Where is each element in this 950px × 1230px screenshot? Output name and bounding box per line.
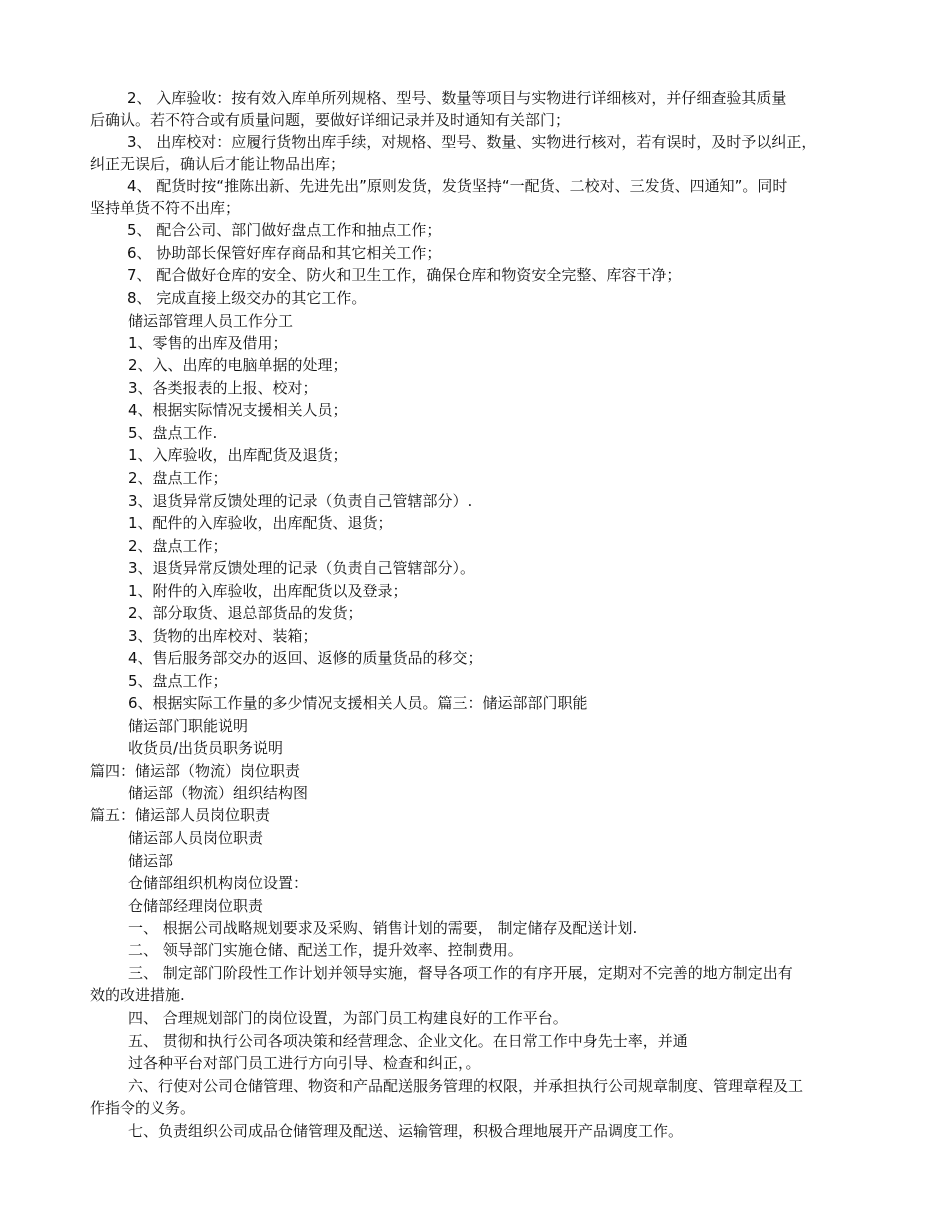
- list-item: 3、退货异常反馈处理的记录（负责自己管辖部分）。: [128, 559, 476, 577]
- text-line: 六、行使对公司仓储管理、物资和产品配送服务管理的权限，并承担执行公司规章制度、管理章程及工: [128, 1077, 804, 1095]
- list-item: 5、盘点工作；: [128, 672, 228, 690]
- list-item: 6、根据实际工作量的多少情况支援相关人员。篇三：储运部部门职能: [128, 694, 588, 712]
- text-line: 坚持单货不符不出库；: [90, 199, 241, 217]
- text-line: 6、 协助部长保管好库存商品和其它相关工作；: [127, 244, 442, 262]
- list-item: 4、根据实际情况支援相关人员；: [128, 401, 348, 419]
- text-line: 纠正无误后，确认后才能让物品出库；: [90, 155, 346, 173]
- list-item: 3、各类报表的上报、校对；: [128, 379, 318, 397]
- list-item: 1、配件的入库验收，出库配货、退货；: [128, 514, 393, 532]
- list-item: 1、附件的入库验收，出库配货以及登录；: [128, 582, 408, 600]
- text-line: 效的改进措施.: [90, 986, 185, 1004]
- text-line: 5、 配合公司、部门做好盘点工作和抽点工作；: [127, 221, 442, 239]
- list-item: 4、售后服务部交办的返回、返修的质量货品的移交；: [128, 649, 483, 667]
- text-line: 过各种平台对部门员工进行方向引导、检查和纠正，。: [128, 1054, 481, 1072]
- text-line: 作指令的义务。: [90, 1099, 196, 1117]
- list-item: 3、货物的出库校对、装箱；: [128, 627, 318, 645]
- text-line: 7、 配合做好仓库的安全、防火和卫生工作，确保仓库和物资安全完整、库容干净；: [127, 266, 682, 284]
- chapter-heading: 篇四：储运部（物流）岗位职责: [90, 762, 301, 780]
- list-item: 1、零售的出库及借用；: [128, 334, 288, 352]
- section-heading: 仓储部经理岗位职责: [128, 897, 264, 915]
- text-line: 2、 入库验收：按有效入库单所列规格、型号、数量等项目与实物进行详细核对，并仔细查验其质量: [127, 89, 787, 107]
- list-item: 2、部分取货、退总部货品的发货；: [128, 604, 363, 622]
- section-heading: 储运部管理人员工作分工: [128, 312, 294, 330]
- text-line: 后确认。若不符合或有质量问题，要做好详细记录并及时通知有关部门；: [90, 111, 571, 129]
- section-heading: 仓储部组织机构岗位设置：: [128, 874, 309, 892]
- section-heading: 储运部（物流）组织结构图: [128, 784, 309, 802]
- section-heading: 储运部: [128, 852, 174, 870]
- list-item: 2、入、出库的电脑单据的处理；: [128, 356, 348, 374]
- text-line: 三、 制定部门阶段性工作计划并领导实施，督导各项工作的有序开展，定期对不完善的地方制定出有: [128, 964, 793, 982]
- text-line: 一、 根据公司战略规划要求及采购、销售计划的需要， 制定储存及配送计划.: [128, 919, 638, 937]
- chapter-heading: 篇五：储运部人员岗位职责: [90, 806, 271, 824]
- text-line: 七、负责组织公司成品仓储管理及配送、运输管理，积极合理地展开产品调度工作。: [128, 1122, 684, 1140]
- text-line: 3、 出库校对：应履行货物出库手续，对规格、型号、数量、实物进行核对，若有误时，及时予以纠正，: [127, 133, 817, 151]
- list-item: 2、盘点工作；: [128, 469, 228, 487]
- text-line: 二、 领导部门实施仓储、配送工作，提升效率、控制费用。: [128, 941, 523, 959]
- text-line: 四、 合理规划部门的岗位设置，为部门员工构建良好的工作平台。: [128, 1009, 568, 1027]
- text-line: 4、 配货时按“推陈出新、先进先出”原则发货，发货坚持“一配货、二校对、三发货、四通知”。同时: [127, 177, 788, 195]
- section-heading: 收货员/出货员职务说明: [128, 739, 284, 757]
- section-heading: 储运部人员岗位职责: [128, 829, 264, 847]
- list-item: 1、入库验收，出库配货及退货；: [128, 446, 348, 464]
- text-line: 8、 完成直接上级交办的其它工作。: [127, 289, 367, 307]
- section-heading: 储运部门职能说明: [128, 717, 249, 735]
- list-item: 3、退货异常反馈处理的记录（负责自己管辖部分）.: [128, 492, 473, 510]
- text-line: 五、 贯彻和执行公司各项决策和经营理念、企业文化。在日常工作中身先士率，并通: [128, 1032, 688, 1050]
- list-item: 2、盘点工作；: [128, 537, 228, 555]
- list-item: 5、盘点工作.: [128, 424, 218, 442]
